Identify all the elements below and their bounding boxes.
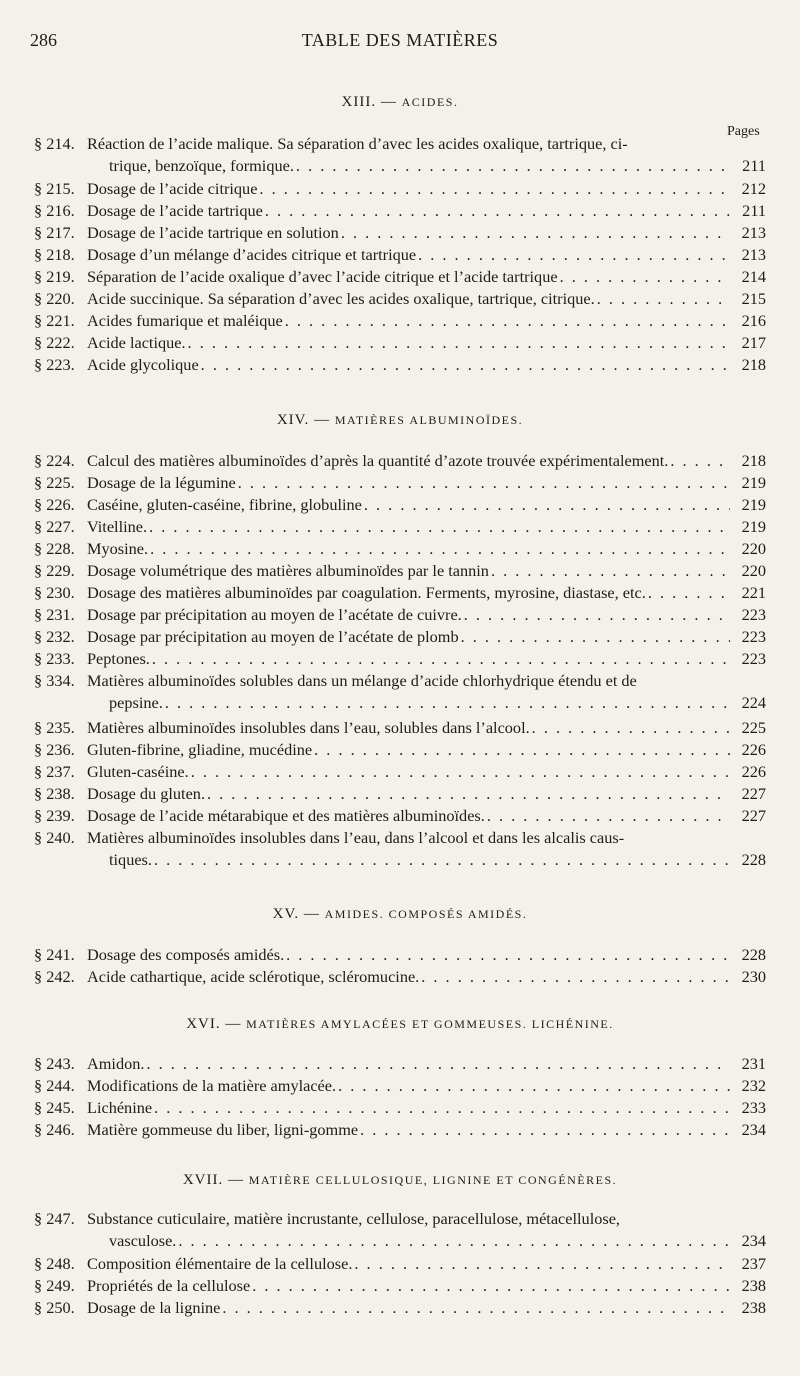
- entry-number: § 233.: [34, 649, 75, 668]
- entry-line: [87, 761, 766, 783]
- dot-leader: [418, 244, 730, 266]
- entry-line: [87, 178, 766, 200]
- toc-entry: [34, 222, 766, 244]
- dot-leader: [201, 354, 730, 376]
- dot-leader: [354, 1253, 730, 1275]
- dot-leader: [532, 717, 730, 739]
- entry-title: Acide lactique.: [87, 333, 186, 352]
- entry-body: [87, 332, 766, 354]
- pages-column-label: Pages: [727, 124, 760, 139]
- entry-number: § 241.: [34, 945, 75, 964]
- dot-leader: [461, 626, 730, 648]
- entry-line: [87, 1053, 766, 1075]
- entry-line: [87, 1208, 766, 1230]
- entry-line: [87, 944, 766, 966]
- entry-title: Dosage par précipitation au moyen de l’acétate de cuivre.: [87, 605, 462, 624]
- dot-leader: [238, 472, 730, 494]
- entry-number: § 246.: [34, 1120, 75, 1139]
- toc-entry: [34, 966, 766, 988]
- entry-line: [87, 717, 766, 739]
- entry-page: 234: [741, 1120, 766, 1139]
- entry-title: Matières albuminoïdes insolubles dans l’eau, solubles dans l’alcool.: [87, 718, 530, 737]
- entry-title: Acide cathartique, acide sclérotique, scléromucine.: [87, 967, 420, 986]
- entry-line: [87, 604, 766, 626]
- entry-page: 228: [741, 850, 766, 869]
- entry-page: 228: [741, 945, 766, 964]
- entry-page: 221: [741, 583, 766, 602]
- entry-body: [87, 494, 766, 516]
- dot-leader: [150, 538, 730, 560]
- entry-line: [87, 692, 766, 714]
- entry-body: [87, 626, 766, 648]
- entry-title: pepsine.: [109, 693, 163, 712]
- entry-page: 231: [741, 1054, 766, 1073]
- entry-page: 237: [741, 1254, 766, 1273]
- dot-leader: [360, 1119, 730, 1141]
- entry-number: § 220.: [34, 289, 75, 308]
- section-numeral: XVII.: [182, 1172, 224, 1188]
- section-name: MATIÈRES AMYLACÉES ET GOMMEUSES. LICHÉNINE.: [246, 1017, 614, 1031]
- entry-body: [87, 944, 766, 966]
- entry-page: 218: [741, 451, 766, 470]
- entry-page: 230: [741, 967, 766, 986]
- toc-entry: [34, 494, 766, 516]
- entry-title: Lichénine: [87, 1098, 153, 1117]
- entry-title: Dosage de l’acide citrique: [87, 179, 258, 198]
- entry-body: [87, 827, 766, 871]
- entry-title: vasculose.: [109, 1231, 177, 1250]
- entry-page: 211: [742, 201, 766, 220]
- entry-number: § 223.: [34, 355, 75, 374]
- entry-title: trique, benzoïque, formique.: [109, 156, 294, 175]
- toc-entry: [34, 1275, 766, 1297]
- entry-title: Composition élémentaire de la cellulose.: [87, 1254, 353, 1273]
- entry-number: § 224.: [34, 451, 75, 470]
- entry-line: [87, 626, 766, 648]
- entry-body: [87, 244, 766, 266]
- entry-line: [87, 1075, 766, 1097]
- entry-line: [87, 516, 766, 538]
- entry-line: [87, 1230, 766, 1252]
- entry-number: § 226.: [34, 495, 75, 514]
- entry-page: 225: [741, 718, 766, 737]
- entry-page: 227: [741, 806, 766, 825]
- dot-leader: [364, 494, 730, 516]
- toc-entry: [34, 827, 766, 871]
- dot-leader: [178, 1230, 730, 1252]
- toc-entry: [34, 516, 766, 538]
- dot-leader: [648, 582, 730, 604]
- dot-leader: [265, 200, 730, 222]
- toc-entry: [34, 1208, 766, 1252]
- entry-page: 214: [741, 267, 766, 286]
- entry-page: 220: [741, 561, 766, 580]
- entry-title: Dosage par précipitation au moyen de l’acétate de plomb: [87, 627, 459, 646]
- entry-body: [87, 966, 766, 988]
- entry-number: § 219.: [34, 267, 75, 286]
- section-numeral: XV.: [272, 906, 300, 922]
- entry-page: 219: [741, 473, 766, 492]
- entry-line: [87, 739, 766, 761]
- toc-entry: [34, 582, 766, 604]
- entry-title: Gluten-caséine.: [87, 762, 189, 781]
- section-numeral: XVI.: [186, 1016, 221, 1032]
- entry-title: Dosage de l’acide métarabique et des matières albuminoïdes.: [87, 806, 485, 825]
- entry-title: Dosage de la légumine: [87, 473, 236, 492]
- toc-entry: [34, 354, 766, 376]
- entry-title: Dosage du gluten.: [87, 784, 206, 803]
- entry-line: [87, 827, 766, 849]
- toc-entry: [34, 944, 766, 966]
- entry-page: 211: [742, 156, 766, 175]
- entry-number: § 242.: [34, 967, 75, 986]
- entry-body: [87, 1075, 766, 1097]
- entry-line: [87, 200, 766, 222]
- toc-entry: [34, 266, 766, 288]
- toc-entry: [34, 717, 766, 739]
- dot-leader: [146, 1053, 730, 1075]
- toc-entry: [34, 310, 766, 332]
- entry-number: § 237.: [34, 762, 75, 781]
- entry-title: Dosage des matières albuminoïdes par coagulation. Ferments, myrosine, diastase, etc.: [87, 583, 646, 602]
- dot-leader: [285, 310, 730, 332]
- dot-leader: [252, 1275, 730, 1297]
- entry-body: [87, 717, 766, 739]
- dot-leader: [296, 155, 730, 177]
- section-title: XVI. — MATIÈRES AMYLACÉES ET GOMMEUSES. LICHÉNINE.: [186, 1016, 614, 1032]
- entry-number: § 240.: [34, 828, 75, 847]
- dot-leader: [152, 648, 730, 670]
- entry-body: [87, 1208, 766, 1252]
- entry-number: § 236.: [34, 740, 75, 759]
- toc-entry: [34, 133, 766, 177]
- entry-line: [87, 1097, 766, 1119]
- entry-body: [87, 133, 766, 177]
- entry-number: § 230.: [34, 583, 75, 602]
- entry-number: § 334.: [34, 671, 75, 690]
- entry-page: 223: [741, 605, 766, 624]
- toc-entry: [34, 200, 766, 222]
- entry-number: § 228.: [34, 539, 75, 558]
- entry-title: Acides fumarique et maléique: [87, 311, 283, 330]
- entry-line: [87, 472, 766, 494]
- dot-leader: [491, 560, 730, 582]
- section-name: MATIÈRE CELLULOSIQUE, LIGNINE ET CONGÉNÈRES.: [248, 1173, 618, 1187]
- entry-body: [87, 648, 766, 670]
- entry-title: tiques.: [109, 850, 152, 869]
- entry-body: [87, 288, 766, 310]
- entry-line: [87, 783, 766, 805]
- entry-body: [87, 805, 766, 827]
- entry-body: [87, 670, 766, 714]
- dot-leader: [191, 761, 730, 783]
- entry-body: [87, 1097, 766, 1119]
- entry-line: [87, 966, 766, 988]
- toc-entry: [34, 626, 766, 648]
- toc-entry: [34, 244, 766, 266]
- toc-entry: [34, 178, 766, 200]
- entry-body: [87, 560, 766, 582]
- entry-page: 217: [741, 333, 766, 352]
- entry-line: [87, 849, 766, 871]
- entry-body: [87, 1297, 766, 1319]
- entry-body: [87, 222, 766, 244]
- entry-body: [87, 200, 766, 222]
- dot-leader: [670, 450, 730, 472]
- entry-title: Matière gommeuse du liber, ligni-gomme: [87, 1120, 359, 1139]
- entry-line: [87, 222, 766, 244]
- entry-body: [87, 1253, 766, 1275]
- entry-number: § 229.: [34, 561, 75, 580]
- entry-title: Modifications de la matière amylacée.: [87, 1076, 337, 1095]
- dot-leader: [149, 516, 730, 538]
- entry-number: § 235.: [34, 718, 75, 737]
- entry-title: Dosage volumétrique des matières albuminoïdes par le tannin: [87, 561, 489, 580]
- entry-line: [87, 538, 766, 560]
- entry-body: [87, 783, 766, 805]
- entry-line: [87, 1119, 766, 1141]
- entry-title: Réaction de l’acide malique. Sa séparation d’avec les acides oxalique, tartrique, ci-: [87, 134, 628, 153]
- entry-number: § 216.: [34, 201, 75, 220]
- entry-line: [87, 288, 766, 310]
- entry-number: § 222.: [34, 333, 75, 352]
- entry-line: [87, 494, 766, 516]
- running-head: [30, 30, 770, 60]
- entry-line: [87, 244, 766, 266]
- entry-page: 223: [741, 627, 766, 646]
- entry-page: 213: [741, 223, 766, 242]
- entry-line: [87, 354, 766, 376]
- section-title: XIV. — MATIÈRES ALBUMINOÏDES.: [276, 412, 524, 428]
- entry-line: [87, 450, 766, 472]
- entry-line: [87, 1275, 766, 1297]
- entry-body: [87, 1119, 766, 1141]
- dot-leader: [464, 604, 730, 626]
- entry-number: § 227.: [34, 517, 75, 536]
- entry-line: [87, 805, 766, 827]
- entry-line: [87, 582, 766, 604]
- toc-entry: [34, 288, 766, 310]
- entry-number: § 250.: [34, 1298, 75, 1317]
- entry-title: Caséine, gluten-caséine, fibrine, globuline: [87, 495, 362, 514]
- entry-body: [87, 582, 766, 604]
- toc-entry: [34, 450, 766, 472]
- section-name: AMIDES. COMPOSÉS AMIDÉS.: [324, 907, 528, 921]
- entry-body: [87, 604, 766, 626]
- toc-entry: [34, 604, 766, 626]
- entry-line: [87, 266, 766, 288]
- entry-number: § 243.: [34, 1054, 75, 1073]
- entry-line: [87, 648, 766, 670]
- toc-entry: [34, 761, 766, 783]
- dot-leader: [421, 966, 730, 988]
- page-number: 286: [30, 30, 57, 50]
- dot-leader: [314, 739, 730, 761]
- entry-title: Dosage des composés amidés.: [87, 945, 285, 964]
- entry-page: 232: [741, 1076, 766, 1095]
- entry-title: Matières albuminoïdes insolubles dans l’eau, dans l’alcool et dans les alcalis caus-: [87, 828, 625, 847]
- dot-leader: [207, 783, 730, 805]
- entry-body: [87, 310, 766, 332]
- entry-body: [87, 761, 766, 783]
- section-numeral: XIV.: [276, 412, 310, 428]
- entry-title: Gluten-fibrine, gliadine, mucédine: [87, 740, 313, 759]
- toc-entry: [34, 472, 766, 494]
- entry-number: § 247.: [34, 1209, 75, 1228]
- toc-entry: [34, 538, 766, 560]
- entry-body: [87, 739, 766, 761]
- entry-number: § 232.: [34, 627, 75, 646]
- dot-leader: [597, 288, 730, 310]
- entry-title: Calcul des matières albuminoïdes d’après la quantité d’azote trouvée expérimentalement.: [87, 451, 669, 470]
- entry-page: 218: [741, 355, 766, 374]
- toc-entry: [34, 1253, 766, 1275]
- entry-title: Propriétés de la cellulose: [87, 1276, 251, 1295]
- dot-leader: [154, 1097, 730, 1119]
- entry-title: Myosine.: [87, 539, 149, 558]
- entry-title: Dosage de la lignine: [87, 1298, 221, 1317]
- dot-leader: [341, 222, 730, 244]
- entry-title: Peptones.: [87, 649, 150, 668]
- section-numeral: XIII.: [341, 94, 377, 110]
- toc-entry: [34, 739, 766, 761]
- entry-number: § 218.: [34, 245, 75, 264]
- section-name: ACIDES.: [401, 95, 459, 109]
- entry-page: 223: [741, 649, 766, 668]
- dot-leader: [487, 805, 730, 827]
- toc-entry: [34, 648, 766, 670]
- entry-body: [87, 266, 766, 288]
- entry-number: § 215.: [34, 179, 75, 198]
- entry-line: [87, 133, 766, 155]
- toc-entry: [34, 1053, 766, 1075]
- toc-entry: [34, 805, 766, 827]
- entry-body: [87, 450, 766, 472]
- dot-leader: [188, 332, 730, 354]
- entry-page: 215: [741, 289, 766, 308]
- entry-page: 238: [741, 1298, 766, 1317]
- entry-body: [87, 472, 766, 494]
- entry-title: Dosage de l’acide tartrique: [87, 201, 263, 220]
- entry-page: 234: [741, 1231, 766, 1250]
- entry-number: § 238.: [34, 784, 75, 803]
- section-title: XVII. — MATIÈRE CELLULOSIQUE, LIGNINE ET CONGÉNÈRES.: [182, 1172, 618, 1188]
- entry-number: § 214.: [34, 134, 75, 153]
- entry-page: 212: [741, 179, 766, 198]
- entry-line: [87, 1297, 766, 1319]
- toc-entry: [34, 1119, 766, 1141]
- dot-leader: [286, 944, 730, 966]
- entry-line: [87, 1253, 766, 1275]
- entry-title: Matières albuminoïdes solubles dans un mélange d’acide chlorhydrique étendu et de: [87, 671, 637, 690]
- entry-page: 219: [741, 495, 766, 514]
- entry-title: Dosage de l’acide tartrique en solution: [87, 223, 339, 242]
- entry-number: § 221.: [34, 311, 75, 330]
- entry-page: 219: [741, 517, 766, 536]
- entry-body: [87, 516, 766, 538]
- entry-page: 216: [741, 311, 766, 330]
- section-title: XV. — AMIDES. COMPOSÉS AMIDÉS.: [272, 906, 528, 922]
- entry-number: § 248.: [34, 1254, 75, 1273]
- entry-page: 226: [741, 740, 766, 759]
- entry-number: § 231.: [34, 605, 75, 624]
- entry-body: [87, 354, 766, 376]
- entry-number: § 217.: [34, 223, 75, 242]
- toc-entry: [34, 783, 766, 805]
- section-name: MATIÈRES ALBUMINOÏDES.: [334, 413, 524, 427]
- toc-entry: [34, 1075, 766, 1097]
- entry-line: [87, 310, 766, 332]
- dot-leader: [222, 1297, 730, 1319]
- entry-page: 226: [741, 762, 766, 781]
- entry-line: [87, 560, 766, 582]
- dot-leader: [165, 692, 730, 714]
- entry-page: 220: [741, 539, 766, 558]
- entry-body: [87, 1275, 766, 1297]
- entry-number: § 225.: [34, 473, 75, 492]
- entry-title: Acide succinique. Sa séparation d’avec les acides oxalique, tartrique, citrique.: [87, 289, 595, 308]
- toc-entry: [34, 670, 766, 714]
- dot-leader: [560, 266, 730, 288]
- entry-page: 224: [741, 693, 766, 712]
- entry-title: Vitelline.: [87, 517, 148, 536]
- toc-entry: [34, 1297, 766, 1319]
- entry-number: § 239.: [34, 806, 75, 825]
- entry-page: 233: [741, 1098, 766, 1117]
- dot-leader: [154, 849, 730, 871]
- entry-title: Dosage d’un mélange d’acides citrique et tartrique: [87, 245, 417, 264]
- entry-title: Substance cuticulaire, matière incrustante, cellulose, paracellulose, métacellulose,: [87, 1209, 620, 1228]
- dot-leader: [259, 178, 730, 200]
- entry-line: [87, 332, 766, 354]
- dot-leader: [338, 1075, 730, 1097]
- toc-entry: [34, 1097, 766, 1119]
- section-title: XIII. — ACIDES.: [341, 94, 459, 110]
- toc-entry: [34, 332, 766, 354]
- entry-line: [87, 670, 766, 692]
- entry-page: 213: [741, 245, 766, 264]
- toc-entry: [34, 560, 766, 582]
- page-title: TABLE DES MATIÈRES: [301, 30, 499, 50]
- entry-line: [87, 155, 766, 177]
- entry-body: [87, 178, 766, 200]
- entry-title: Séparation de l’acide oxalique d’avec l’acide citrique et l’acide tartrique: [87, 267, 558, 286]
- entry-page: 238: [741, 1276, 766, 1295]
- entry-body: [87, 1053, 766, 1075]
- entry-number: § 245.: [34, 1098, 75, 1117]
- entry-title: Amidon.: [87, 1054, 145, 1073]
- entry-title: Acide glycolique: [87, 355, 199, 374]
- entry-page: 227: [741, 784, 766, 803]
- entry-number: § 244.: [34, 1076, 75, 1095]
- entry-number: § 249.: [34, 1276, 75, 1295]
- entry-body: [87, 538, 766, 560]
